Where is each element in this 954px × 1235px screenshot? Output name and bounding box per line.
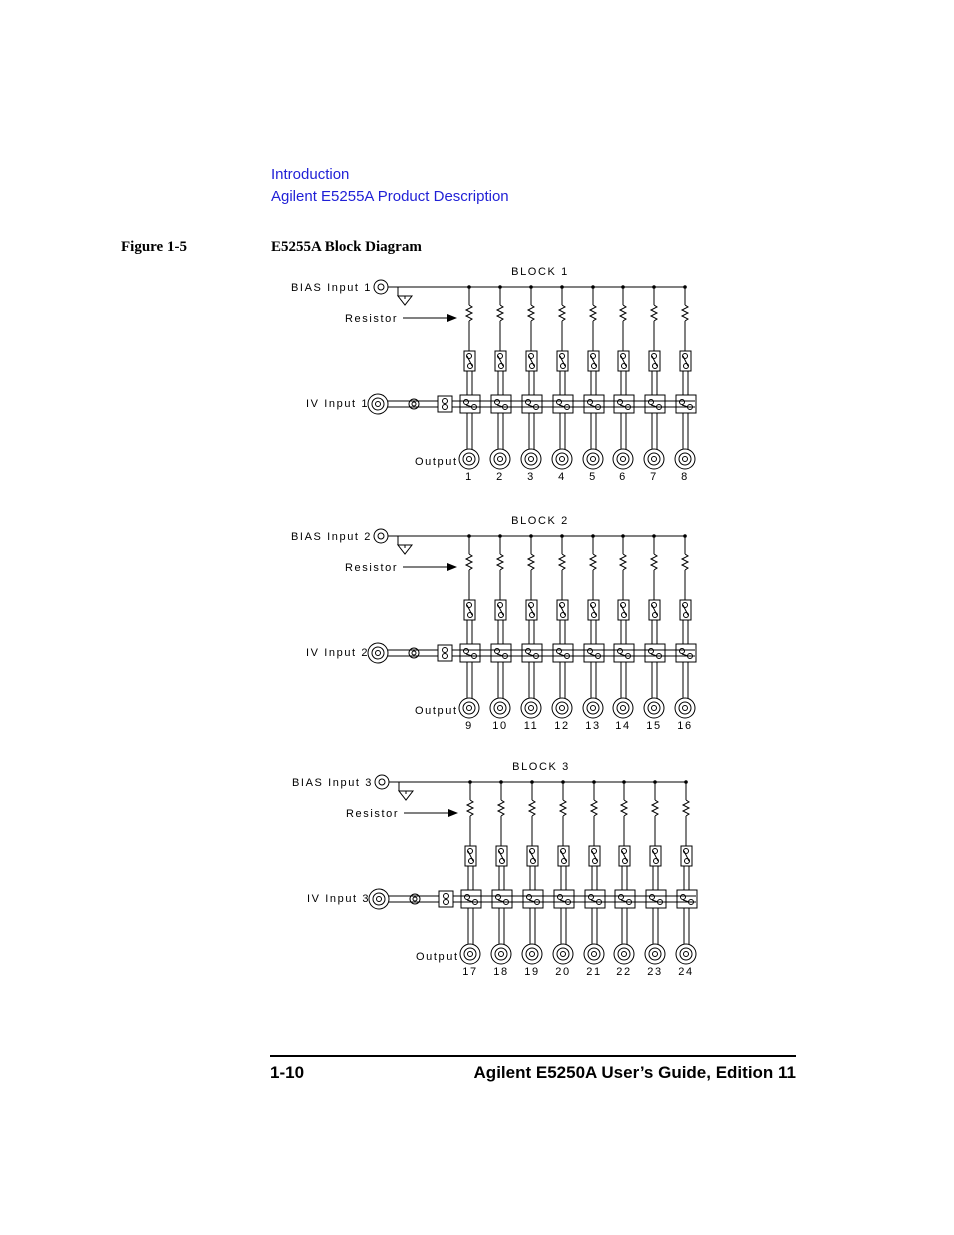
channel — [459, 285, 480, 483]
channel — [522, 780, 543, 978]
channel — [583, 534, 604, 732]
output-number: 3 — [527, 471, 535, 483]
channel — [644, 285, 665, 483]
channel — [521, 534, 542, 732]
channel — [675, 534, 696, 732]
channel — [553, 780, 574, 978]
channel — [521, 285, 542, 483]
channel — [460, 780, 481, 978]
output-number: 21 — [586, 966, 602, 978]
channel — [645, 780, 666, 978]
page-number: 1-10 — [270, 1063, 305, 1082]
output-number: 23 — [647, 966, 663, 978]
output-number: 10 — [492, 720, 508, 732]
output-number: 19 — [524, 966, 540, 978]
output-number: 24 — [678, 966, 694, 978]
output-number: 16 — [677, 720, 693, 732]
output-number: 4 — [558, 471, 566, 483]
output-number: 9 — [465, 720, 473, 732]
output-number: 20 — [555, 966, 571, 978]
output-number: 6 — [619, 471, 627, 483]
iv-input-label: IV Input 3 — [307, 893, 371, 905]
block-3 — [292, 761, 697, 978]
output-number: 12 — [554, 720, 570, 732]
block-title: BLOCK 2 — [511, 515, 569, 527]
bias-input-label: BIAS Input 2 — [291, 531, 372, 543]
channel — [613, 285, 634, 483]
bias-input-label: BIAS Input 1 — [291, 282, 372, 294]
channel — [583, 285, 604, 483]
output-label: Output — [416, 951, 459, 963]
figure-number: Figure 1-5 — [121, 239, 187, 255]
channel — [459, 534, 480, 732]
output-number: 8 — [681, 471, 689, 483]
output-number: 22 — [616, 966, 632, 978]
guide-title: Agilent E5250A User’s Guide, Edition 11 — [473, 1063, 796, 1082]
output-number: 7 — [650, 471, 658, 483]
channel — [552, 285, 573, 483]
output-number: 13 — [585, 720, 601, 732]
breadcrumb-section-link[interactable]: Introduction — [271, 166, 350, 183]
channel — [491, 780, 512, 978]
output-number: 5 — [589, 471, 597, 483]
channel — [552, 534, 573, 732]
output-number: 11 — [523, 720, 539, 732]
output-number: 14 — [615, 720, 631, 732]
output-label: Output — [415, 456, 458, 468]
block-title: BLOCK 3 — [512, 761, 570, 773]
iv-input-label: IV Input 2 — [306, 647, 370, 659]
channel — [584, 780, 605, 978]
output-number: 15 — [646, 720, 662, 732]
footer-rule — [270, 1055, 796, 1057]
channel — [675, 285, 696, 483]
block-2 — [291, 515, 696, 732]
output-number: 2 — [496, 471, 504, 483]
resistor-label: Resistor — [346, 808, 400, 820]
bias-input-label: BIAS Input 3 — [292, 777, 373, 789]
channel — [614, 780, 635, 978]
block-title: BLOCK 1 — [511, 266, 569, 278]
resistor-label: Resistor — [345, 313, 399, 325]
channel — [490, 534, 511, 732]
iv-input-label: IV Input 1 — [306, 398, 370, 410]
output-number: 18 — [493, 966, 509, 978]
output-number: 17 — [462, 966, 478, 978]
output-number: 1 — [465, 471, 473, 483]
block-1 — [291, 266, 696, 483]
channel — [676, 780, 697, 978]
resistor-label: Resistor — [345, 562, 399, 574]
channel — [644, 534, 665, 732]
breadcrumb-subsection-link[interactable]: Agilent E5255A Product Description — [271, 188, 509, 205]
channel — [613, 534, 634, 732]
figure-title: E5255A Block Diagram — [271, 239, 422, 255]
channel — [490, 285, 511, 483]
output-label: Output — [415, 705, 458, 717]
